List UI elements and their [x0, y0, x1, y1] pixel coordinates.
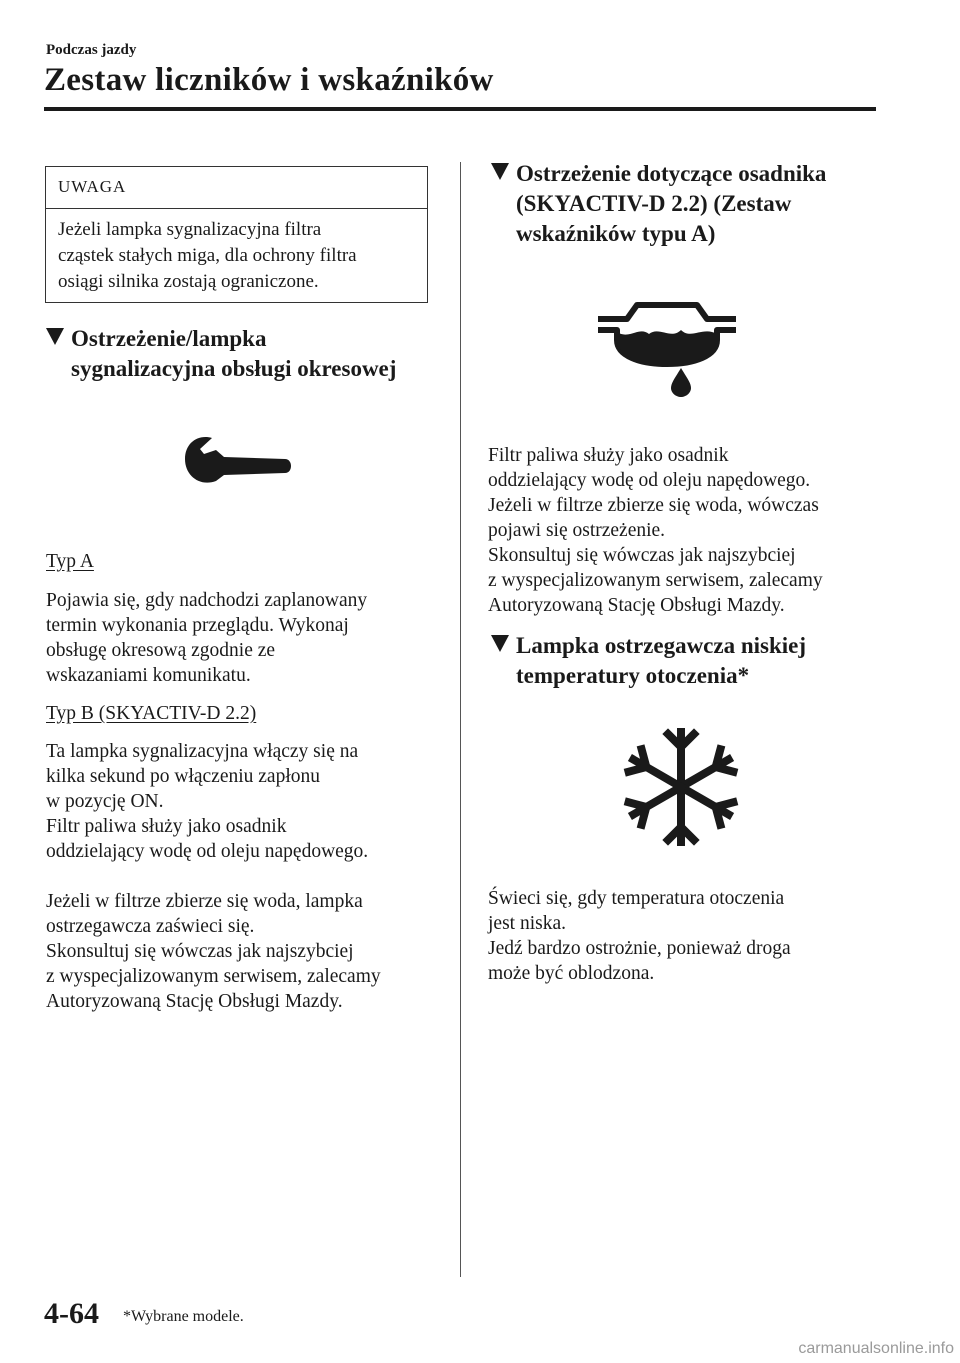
water-separator-icon	[595, 296, 740, 403]
note-box	[45, 166, 428, 303]
column-divider	[460, 162, 461, 1277]
note-text: Jeżeli lampka sygnalizacyjna filtra cząstek stałych miga, dla ochrony filtra osiągi silnika zostają ograniczone.	[58, 219, 357, 292]
type-a-label: Typ A	[46, 551, 94, 572]
title-rule	[44, 107, 876, 111]
type-b-label: Typ B (SKYACTIV-D 2.2)	[46, 703, 257, 724]
sediment-heading	[491, 159, 891, 251]
triangle-bullet-icon	[491, 163, 509, 180]
note-label: UWAGA	[46, 167, 427, 209]
triangle-bullet-icon	[491, 635, 509, 652]
watermark: carmanualsonline.info	[798, 1340, 954, 1357]
triangle-bullet-icon	[46, 328, 64, 345]
page-number: 4-64	[44, 1297, 99, 1330]
snowflake-icon	[622, 728, 740, 851]
low-temp-heading	[491, 631, 891, 695]
type-a-text: Pojawia się, gdy nadchodzi zaplanowany termin wykonania przeglądu. Wykonaj obsługę okresową zgodnie ze wskazaniami komunikatu.	[46, 590, 368, 686]
type-b-text-2: Jeżeli w filtrze zbierze się woda, lampka ostrzegawcza zaświeci się. Skonsultuj się wówczas jak najszybciej z wyspecjalizowanym serwisem, zalecamy Autoryzowaną Stację Obsługi Mazdy.	[46, 891, 381, 1012]
maintenance-heading	[46, 324, 446, 388]
maintenance-heading-text: Ostrzeżenie/lampka sygnalizacyjna obsługi okresowej	[71, 326, 397, 381]
wrench-icon	[180, 432, 295, 499]
sediment-heading-text: Ostrzeżenie dotyczące osadnika (SKYACTIV-D 2.2) (Zestaw wskaźników typu A)	[516, 161, 827, 246]
section-label: Podczas jazdy	[46, 42, 137, 58]
low-temp-text: Świeci się, gdy temperatura otoczenia jest niska. Jedź bardzo ostrożnie, ponieważ droga może być oblodzona.	[488, 888, 791, 984]
page-title: Zestaw liczników i wskaźników	[44, 62, 494, 98]
sediment-text: Filtr paliwa służy jako osadnik oddzielający wodę od oleju napędowego. Jeżeli w filtrze zbierze się woda, wówczas pojawi się ostrzeżenie. Skonsultuj się wówczas jak najszybciej z wyspecjalizowanym serwisem, zalecamy Autoryzowaną Stację Obsługi Mazdy.	[488, 445, 823, 616]
low-temp-heading-text: Lampka ostrzegawcza niskiej temperatury otoczenia*	[516, 633, 807, 688]
type-b-text-1: Ta lampka sygnalizacyjna włączy się na kilka sekund po włączeniu zapłonu w pozycję ON. Filtr paliwa służy jako osadnik oddzielający wodę od oleju napędowego.	[46, 741, 369, 862]
footnote: *Wybrane modele.	[123, 1308, 244, 1325]
